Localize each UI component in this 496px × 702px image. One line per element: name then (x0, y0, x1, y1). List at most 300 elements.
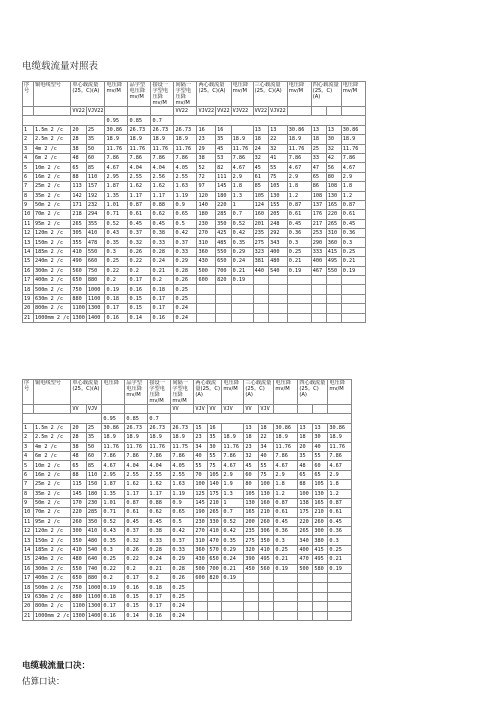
table-row (23, 200, 366, 209)
table-cell: 0.28 (151, 247, 174, 256)
table-cell: 55 (208, 451, 222, 460)
table-cell: 880 (71, 294, 87, 303)
table-cell: 4.67 (102, 461, 125, 470)
table-cell: 1.8 (328, 480, 352, 489)
table-row (23, 480, 352, 489)
table-cell: 410 (71, 545, 87, 554)
table-cell: 1000 (87, 584, 101, 591)
table-cell: 17 (23, 276, 34, 285)
table-row (23, 555, 352, 564)
table-cell: 4.67 (105, 163, 128, 172)
table-cell (259, 611, 274, 620)
table-cell: 0.35 (222, 536, 244, 545)
table-cell: 85 (253, 182, 269, 191)
table-cell: 200 (244, 517, 259, 526)
table-cell (269, 304, 288, 313)
table-cell (269, 294, 288, 303)
table-cell: 0.17 (148, 602, 171, 611)
table-cell: 1.62 (125, 480, 148, 489)
table-cell: 16 (23, 564, 34, 573)
table-cell: 400 (311, 257, 326, 266)
table-cell: 0.45 (328, 517, 352, 526)
table-cell: 4 (23, 153, 34, 162)
table-cell: 0.35 (105, 238, 128, 247)
table-cell: 11.76 (102, 442, 125, 451)
table-cell (298, 611, 313, 620)
table-cell: 7.86 (171, 451, 194, 460)
header-cell: 序号 (23, 380, 34, 405)
cable-type-cell: VJV (222, 405, 244, 414)
cable-type-cell (287, 107, 311, 116)
table-cell: 0.21 (222, 564, 244, 573)
table-cell: 100 (298, 489, 313, 498)
section-heading: 电缆载流量口决： (22, 661, 91, 671)
table-cell: 32 (326, 144, 341, 153)
table-cell: 105 (269, 182, 288, 191)
table-cell: 19 (23, 294, 34, 303)
factor-cell: 0.95 (105, 116, 128, 125)
table-cell: 500 (197, 266, 216, 275)
table-cell: 400 (298, 545, 313, 554)
table-cell: 16 (197, 125, 216, 134)
table-cell: 160 (259, 498, 274, 507)
table-cell: 0.45 (151, 219, 174, 228)
table-cell: 18 (311, 135, 326, 144)
table-cell: 275 (253, 238, 269, 247)
table-cell: 880 (86, 276, 105, 285)
table-cell: 0.87 (125, 498, 148, 507)
table-cell: 0.52 (222, 517, 244, 526)
table-cell: 0.24 (174, 313, 197, 322)
table-cell: 130 (269, 191, 288, 200)
table-cell: 11.76 (105, 144, 128, 153)
table-cell: 0.45 (341, 219, 365, 228)
table-cell: 11.75 (171, 442, 194, 451)
table-cell: 355 (86, 219, 105, 228)
table-cell: 540 (86, 545, 102, 554)
table-cell: 0.9 (174, 200, 197, 209)
table-cell: 0.29 (222, 545, 244, 554)
table-cell: 0.35 (102, 536, 125, 545)
table-cell: 410 (86, 229, 105, 238)
table-cell: 60 (244, 470, 259, 479)
table-cell: 10 (23, 210, 34, 219)
table-cell: 185m 2 /c (34, 545, 71, 554)
table-cell: 350 (259, 536, 274, 545)
table-cell: 0.42 (222, 527, 244, 536)
table-cell: 18.9 (222, 433, 244, 442)
table-cell: 1.3 (222, 489, 244, 498)
table-cell: 1.17 (148, 489, 171, 498)
table-cell: 0.19 (274, 564, 298, 573)
table-row (23, 489, 352, 498)
table-cell: 4.67 (341, 163, 365, 172)
table-cell (326, 304, 341, 313)
table-cell: 70m 2 /c (34, 508, 71, 517)
table-cell: 1 (231, 200, 253, 209)
table-cell (298, 583, 313, 592)
table-cell: 7.86 (222, 451, 244, 460)
table-cell: 0.33 (174, 247, 197, 256)
table-cell (253, 276, 269, 285)
table-cell: 820 (216, 276, 232, 285)
table-cell: 470 (208, 536, 222, 545)
table-cell: 0.15 (128, 294, 151, 303)
table-cell: 1300 (72, 612, 85, 619)
table-cell: 235 (244, 527, 259, 536)
table-cell: 217 (311, 219, 326, 228)
table-cell: 0.45 (274, 517, 298, 526)
table-cell (328, 574, 352, 583)
table-row (23, 564, 352, 573)
table-cell: 48 (298, 461, 313, 470)
header-cell: 序号 (23, 82, 34, 107)
table-cell: 4.67 (274, 461, 298, 470)
header-cell: 四心载流量(25。C)(A) (311, 82, 341, 107)
table-cell: 230 (194, 517, 208, 526)
table-cell: 7.86 (148, 451, 171, 460)
table-cell (328, 611, 352, 620)
table-row (23, 125, 366, 134)
table-cell: 145 (71, 489, 87, 498)
table-cell: 40 (194, 451, 208, 460)
table-cell: 0.36 (328, 527, 352, 536)
table-cell: 0.26 (174, 276, 197, 285)
table-cell: 1.63 (171, 480, 194, 489)
table-cell: 18.9 (105, 135, 128, 144)
table-cell: 82 (216, 163, 232, 172)
table-cell: 230 (86, 498, 102, 507)
table-cell: 0.22 (128, 257, 151, 266)
table-cell (208, 602, 222, 611)
table-row (23, 266, 366, 275)
table-row (23, 583, 352, 592)
factor-cell (174, 116, 365, 125)
table-cell: 0.3 (341, 238, 365, 247)
table-cell: 1.2 (328, 489, 352, 498)
cable-type-cell (102, 405, 125, 414)
table-cell: 30.86 (328, 423, 352, 432)
table-cell: 155 (269, 200, 288, 209)
header-cell: 间隔一字型电压降mv/M (171, 380, 194, 405)
table-cell: 26.73 (125, 423, 148, 432)
factor-cell: 0.95 (102, 414, 125, 423)
table-cell (216, 285, 232, 294)
table-cell (326, 294, 341, 303)
table-cell: 34 (194, 442, 208, 451)
table-cell (328, 592, 352, 601)
table-cell: 700 (208, 564, 222, 573)
table-cell: 1300 (86, 304, 105, 313)
table-cell: 0.52 (105, 219, 128, 228)
table-row (23, 304, 366, 313)
cable-type-cell (274, 405, 298, 414)
table-cell: 6m 2 /c (34, 153, 71, 162)
table-row (23, 313, 366, 322)
table-cell: 300m 2 /c (34, 266, 71, 275)
table-cell: 18.9 (341, 135, 365, 144)
table-cell: 26.73 (151, 125, 174, 134)
table-cell: 230 (197, 219, 216, 228)
table-cell: 2.5m 2 /c (34, 433, 71, 442)
table-cell: 0.45 (128, 219, 151, 228)
table-row (23, 144, 366, 153)
table-cell: 0.25 (171, 592, 194, 601)
table-cell: 410 (208, 527, 222, 536)
table-cell: 88 (71, 470, 87, 479)
table-cell: 1000 (86, 285, 105, 294)
table-cell (253, 294, 269, 303)
table-cell: 290 (311, 238, 326, 247)
table-cell: 2.9 (328, 470, 352, 479)
table-cell: 4.05 (171, 461, 194, 470)
table-cell: 1.62 (128, 182, 151, 191)
table-cell: 0.21 (274, 555, 298, 564)
table-cell: 480 (71, 555, 87, 564)
table-cell: 0.88 (148, 498, 171, 507)
cable-type-cell (341, 107, 365, 116)
table-cell: 7 (23, 182, 34, 191)
table-cell: 550 (71, 564, 87, 573)
table-cell: 410 (86, 527, 102, 536)
table-cell: 2 (23, 135, 34, 144)
cable-type-cell: VJV22 (270, 108, 286, 115)
cable-table-2 (22, 379, 352, 621)
table-cell: 0.2 (151, 276, 174, 285)
table-cell: 7.86 (274, 451, 298, 460)
table-cell: 11.76 (151, 144, 174, 153)
table-cell: 265 (298, 527, 313, 536)
table-cell: 35 (208, 433, 222, 442)
table-cell: 0.17 (148, 592, 171, 601)
table-cell: 430 (194, 555, 208, 564)
table-cell: 0.25 (328, 545, 352, 554)
table-cell: 0.25 (174, 294, 197, 303)
table-cell (197, 285, 216, 294)
table-cell: 11.76 (328, 442, 352, 451)
table-cell: 20 (23, 304, 34, 313)
table-cell: 1.2 (341, 191, 365, 200)
cable-type-cell: VJV (259, 405, 274, 414)
table-cell (244, 592, 259, 601)
table-cell: 0.29 (174, 257, 197, 266)
table-cell: 495 (326, 257, 341, 266)
factor-cell: 0.85 (128, 116, 151, 125)
table-cell: 95m 2 /c (34, 517, 71, 526)
table-cell: 170 (71, 498, 87, 507)
header-cell: 电压降mv/M (231, 82, 253, 107)
table-cell: 18.9 (148, 433, 171, 442)
table-cell: 0.22 (102, 564, 125, 573)
table-cell: 306 (259, 527, 274, 536)
table-cell: 0.26 (125, 545, 148, 554)
table-row (23, 219, 366, 228)
table-cell: 3 (23, 144, 34, 153)
table-cell: 11.76 (341, 144, 365, 153)
table-cell: 3 (23, 442, 34, 451)
table-cell (216, 294, 232, 303)
table-cell: 467 (311, 266, 326, 275)
table-cell: 20 (298, 442, 313, 451)
table-cell (259, 592, 274, 601)
factor-cell (23, 414, 102, 423)
table-cell: 15 (194, 423, 208, 432)
table-cell: 0.71 (102, 508, 125, 517)
table-cell: 150 (86, 480, 102, 489)
table-cell: 88 (298, 480, 313, 489)
table-cell (222, 592, 244, 601)
table-cell (274, 592, 298, 601)
table-cell: 10m 2 /c (34, 163, 71, 172)
table-cell: 0.36 (287, 229, 311, 238)
table-cell: 111 (216, 172, 232, 181)
table-cell: 41 (269, 153, 288, 162)
table-cell: 1.17 (151, 191, 174, 200)
table-cell: 65 (71, 461, 87, 470)
header-cell: 单心载流量(25。C)(A) (71, 82, 105, 107)
header-cell: 接设一字型电压降mv/M (151, 82, 174, 107)
table-cell: 415 (313, 545, 328, 554)
table-cell: 35 (86, 135, 105, 144)
table-cell: 480 (269, 257, 288, 266)
table-cell: 2.95 (102, 470, 125, 479)
cable-type-row (23, 107, 366, 116)
table-cell: 97 (197, 182, 216, 191)
table-cell: 333 (311, 247, 326, 256)
table-cell: 600 (194, 574, 208, 583)
table-cell: 0.24 (174, 304, 197, 313)
table-cell: 19 (23, 592, 34, 601)
table-cell: 0.19 (105, 285, 128, 294)
table-cell: 13 (311, 125, 326, 134)
table-cell: 478 (86, 238, 105, 247)
table-cell: 45 (216, 144, 232, 153)
table-cell: 175 (208, 489, 222, 498)
table-cell: 11 (23, 517, 34, 526)
table-cell: 0.87 (328, 498, 352, 507)
header-cell: 品字型电压降mv/M (125, 380, 148, 405)
table-cell: 100 (259, 480, 274, 489)
header-cell: 品字型电压降mv/M (128, 82, 151, 107)
cable-type-cell: VJV (194, 405, 208, 414)
table-cell: 1000mm 2 /c (35, 314, 70, 321)
cable-type-cell (128, 107, 151, 116)
table-cell: 7.86 (328, 451, 352, 460)
table-cell: 750 (71, 285, 87, 294)
table-row (23, 592, 352, 601)
table-cell: 75 (208, 461, 222, 470)
table-cell (259, 574, 274, 583)
table-cell: 260 (71, 517, 87, 526)
table-cell: 18.9 (128, 135, 151, 144)
table-cell: 6 (23, 172, 34, 181)
table-cell: 7.86 (125, 451, 148, 460)
table-cell: 0.43 (102, 527, 125, 536)
header-cell: 电压降mv/M (222, 380, 244, 405)
factor-row (23, 116, 366, 125)
table-cell: 381 (253, 257, 269, 266)
table-cell: 0.3 (328, 536, 352, 545)
table-row (23, 433, 352, 442)
table-cell: 2.55 (148, 470, 171, 479)
table-cell: 1.19 (171, 489, 194, 498)
table-cell: 120m 2 /c (34, 527, 71, 536)
table-cell: 35 (298, 451, 313, 460)
table-cell: 150m 2 /c (34, 238, 71, 247)
table-row (23, 470, 352, 479)
table-cell: 1.17 (125, 489, 148, 498)
table-cell: 18.9 (102, 433, 125, 442)
cable-type-cell: VV (71, 405, 87, 414)
table-cell: 7.86 (287, 153, 311, 162)
table-cell: 0.42 (171, 527, 194, 536)
table-cell: 0.15 (125, 602, 148, 611)
table-cell: 0.45 (287, 219, 311, 228)
table-cell (287, 285, 311, 294)
table-cell (197, 304, 216, 313)
table-cell: 55 (313, 451, 328, 460)
table-cell: 0.2 (105, 276, 128, 285)
table-cell: 0.24 (222, 555, 244, 564)
table-cell: 0.19 (341, 266, 365, 275)
table-cell: 11.76 (222, 442, 244, 451)
table-cell: 1.01 (105, 200, 128, 209)
table-cell: 2.5m 2 /c (34, 135, 71, 144)
table-cell: 2.56 (151, 172, 174, 181)
table-cell: 11.76 (287, 144, 311, 153)
table-cell: 11.76 (125, 442, 148, 451)
table-cell: 343 (269, 238, 288, 247)
table-row (23, 611, 352, 620)
table-cell: 110 (86, 470, 102, 479)
table-cell: 21 (23, 611, 34, 620)
table-cell: 265 (208, 508, 222, 517)
cable-type-cell (23, 405, 34, 414)
table-cell: 30.86 (102, 423, 125, 432)
table-cell: 18 (259, 423, 274, 432)
table-row (23, 498, 352, 507)
table-cell: 28 (71, 135, 87, 144)
table-cell: 0.19 (287, 266, 311, 275)
table-cell: 2.9 (287, 172, 311, 181)
table-cell: 105 (253, 191, 269, 200)
table-cell (287, 294, 311, 303)
table-cell: 180 (197, 210, 216, 219)
table-cell: 410 (259, 545, 274, 554)
table-cell: 6m 2 /c (34, 451, 71, 460)
cable-type-cell (313, 405, 328, 414)
table-cell: 740 (86, 564, 102, 573)
table-cell: 13 (23, 238, 34, 247)
table-cell: 85 (86, 163, 105, 172)
table-cell: 60 (313, 461, 328, 470)
table-cell: 55 (259, 461, 274, 470)
table-cell (274, 602, 298, 611)
table-cell: 300m 2 /c (34, 564, 71, 573)
table-cell: 630m 2 /c (34, 294, 71, 303)
table-cell: 0.3 (102, 545, 125, 554)
header-cell: 电压降mv/M (105, 82, 128, 107)
table-cell: 0.38 (148, 527, 171, 536)
table-cell: 16 (208, 423, 222, 432)
table-cell: 5 (23, 163, 34, 172)
table-cell: 294 (86, 210, 105, 219)
cable-type-cell (148, 405, 171, 414)
header-cell: 两心载流量(25。C)(A) (194, 380, 222, 405)
table-cell: 0.26 (171, 574, 194, 583)
table-cell: 0.2 (102, 574, 125, 583)
cable-type-cell (298, 405, 313, 414)
